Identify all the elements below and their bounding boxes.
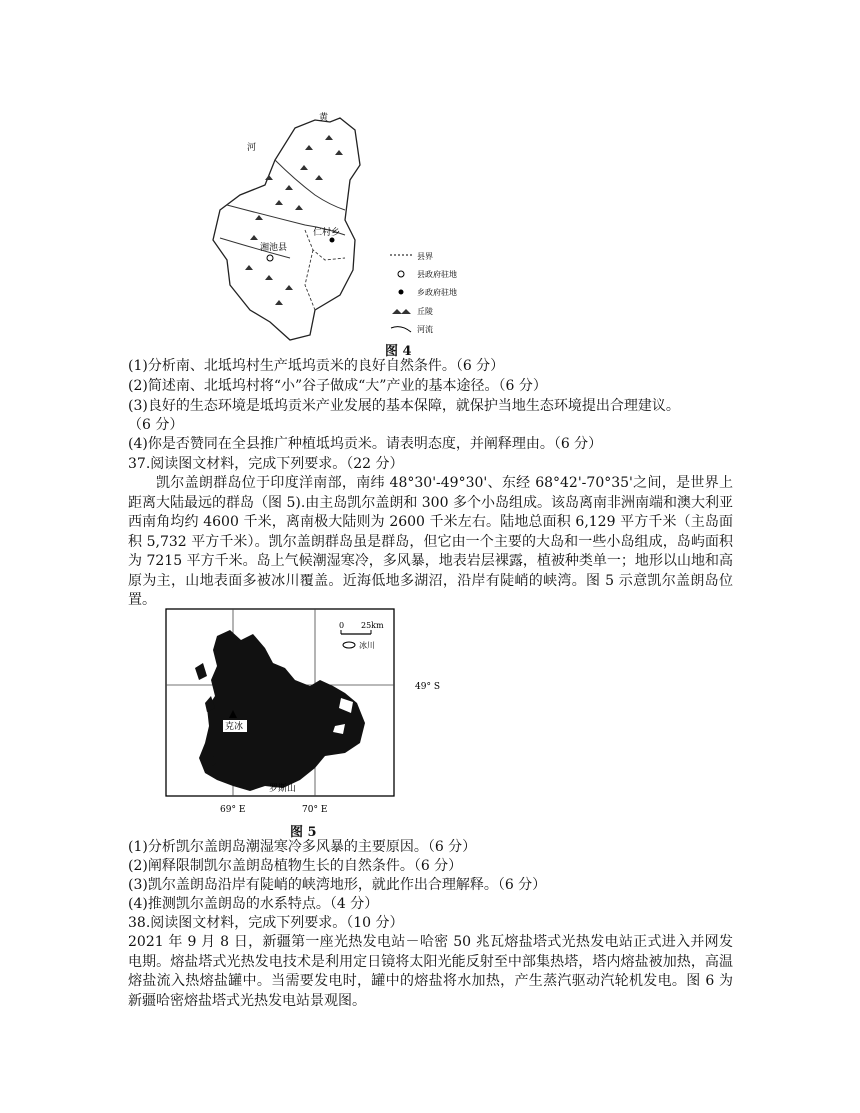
label-mountain: 罗斯山: [269, 784, 297, 794]
legend-label-0: 县界: [417, 252, 433, 261]
figure-5-caption: 图 5: [290, 825, 317, 840]
river-icon: [391, 327, 411, 332]
label-xiangchi: 湘池县: [260, 243, 288, 253]
glacier-legend-icon: [343, 642, 355, 648]
circle-icon: [398, 271, 404, 277]
q36-item-3: (3)良好的生态环境是坻坞贡米产业发展的基本保障，就保护当地生态环境提出合理建议。: [128, 398, 680, 414]
q36-item-1: (1)分析南、北坻坞村生产坻坞贡米的良好自然条件。（6 分）: [128, 358, 505, 374]
figure-5-map: [165, 608, 452, 818]
q38-paragraph-text: 2021 年 9 月 8 日，新疆第一座光热发电站－哈密 50 兆瓦熔盐塔式光热发电站正式进入并网发电期。熔盐塔式光热发电技术是利用定日镜将太阳光能反射至中部集热塔，塔内熔盐被加热，高温熔盐流入热熔盐罐中。当需要发电时，罐中的熔盐将水加热，产生蒸汽驱动汽轮机发电。图 6 为新疆哈密熔盐塔式光热发电站景观图。: [128, 934, 733, 1009]
lat-label: 49° S: [415, 682, 440, 692]
q37-header: 37.阅读图文材料，完成下列要求。（22 分）: [128, 456, 404, 472]
q37-item-4: (4)推测凯尔盖朗岛的水系特点。（4 分）: [128, 896, 379, 912]
q37-item-1: (1)分析凯尔盖朗岛潮湿寒冷多风暴的主要原因。（6 分）: [128, 839, 477, 855]
scale-label: 25km: [361, 621, 384, 630]
q36-item-4: (4)你是否赞同在全县推广种植坻坞贡米。请表明态度，并阐释理由。（6 分）: [128, 436, 603, 452]
scale-zero: 0: [339, 621, 345, 630]
label-he: 河: [247, 143, 257, 153]
q38-header: 38.阅读图文材料，完成下列要求。（10 分）: [128, 915, 404, 931]
legend-label-3: 丘陵: [417, 307, 433, 316]
label-peak: 克冰: [225, 722, 244, 732]
legend-label-1: 县政府驻地: [417, 270, 457, 279]
hill-icon: [392, 309, 411, 314]
glacier-legend-label: 冰川: [359, 641, 375, 650]
q37-item-3: (3)凯尔盖朗岛沿岸有陡峭的峡湾地形，就此作出合理解释。（6 分）: [128, 877, 547, 893]
q37-paragraph: [128, 474, 733, 611]
legend-label-4: 河流: [417, 325, 433, 334]
q38-paragraph: [128, 933, 733, 1011]
q36-item-2: (2)简述南、北坻坞村将“小”谷子做成“大”产业的基本途径。（6 分）: [128, 378, 547, 394]
figure-4-caption: 图 4: [385, 344, 412, 359]
township-seat-marker: [330, 238, 335, 243]
q37-item-2: (2)阐释限制凯尔盖朗岛植物生长的自然条件。（6 分）: [128, 858, 463, 874]
figure-4-map: [205, 110, 490, 355]
dot-icon: [399, 290, 404, 295]
lon-label-69: 69° E: [220, 805, 246, 815]
county-seat-marker: [267, 255, 273, 261]
q37-paragraph-text: 凯尔盖朗群岛位于印度洋南部，南纬 48°30'-49°30'、东经 68°42'-70°35'之间，是世界上距离大陆最远的群岛（图 5).由主岛凯尔盖朗和 300 多个小岛组成。该岛离南非洲南端和澳大利亚西南角均约 4600 千米，离南极大陆则为 2600 千米左右。陆地总面积 6,129 平方千米（主岛面积 5,732 平方千米）。凯尔盖朗群岛虽是群岛，但它由一个主要的大岛和一些小岛组成，岛屿面积为 7215 平方千米。岛上气候潮湿寒冷，多风暴，地表岩层裸露，植被种类单一；地形以山地和高原为主，山地表面多被冰川覆盖。近海低地多湖沼，沿岸有陡峭的峡湾。图 5 示意凯尔盖朗岛位置。: [128, 475, 733, 608]
legend-label-2: 乡政府驻地: [417, 288, 457, 297]
lon-label-70: 70° E: [302, 805, 328, 815]
q36-item-3-cont: （6 分）: [128, 417, 184, 433]
label-huang: 黄: [319, 113, 329, 123]
label-rencun: 仁村乡: [313, 228, 341, 238]
